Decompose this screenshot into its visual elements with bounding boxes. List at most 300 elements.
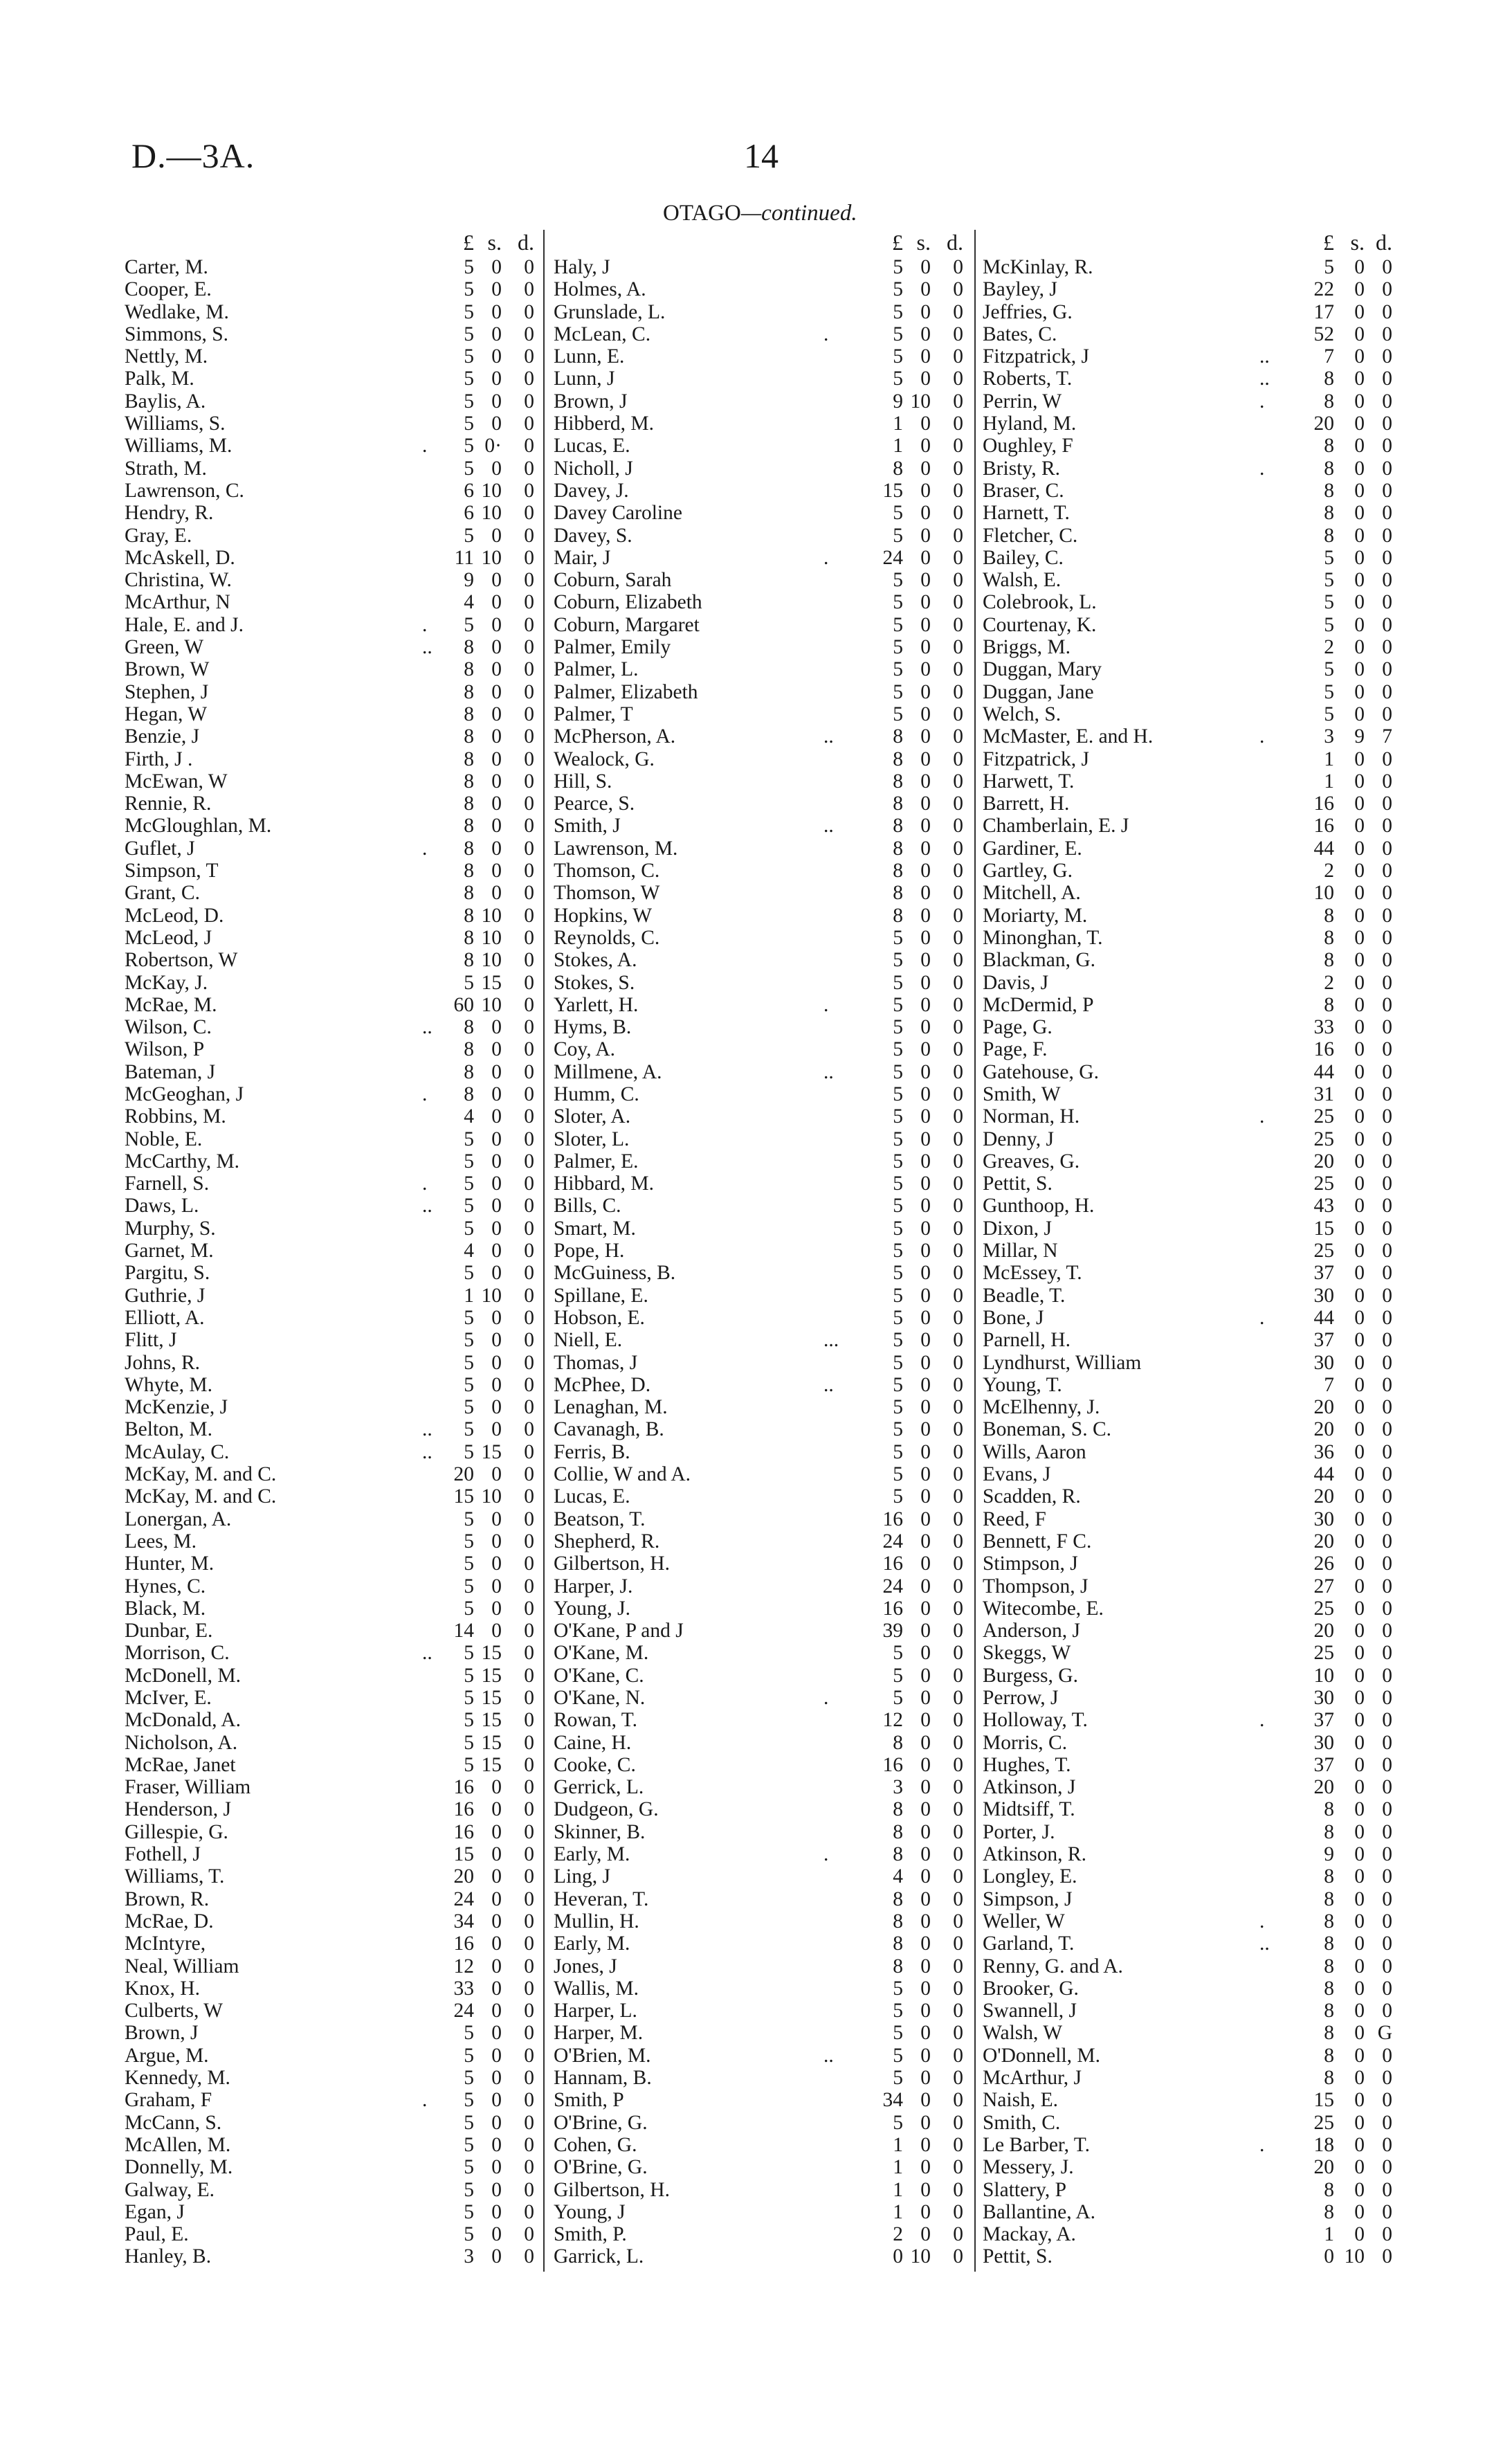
subscriber-name: O'Kane, N. xyxy=(554,1687,646,1709)
list-item xyxy=(983,1665,1398,1687)
pence-value: 0 xyxy=(524,323,534,345)
list-item xyxy=(125,1665,540,1687)
list-item xyxy=(125,1508,540,1530)
shillings-value: 0 xyxy=(491,1105,502,1128)
shillings-value: 0 xyxy=(491,1508,502,1530)
subscriber-name: Perrin, W xyxy=(983,390,1062,413)
pounds-value: 5 xyxy=(1324,546,1334,569)
pence-value: 0 xyxy=(524,815,534,838)
list-item xyxy=(983,1865,1398,1888)
pence-value: 0 xyxy=(953,1642,963,1665)
pounds-value: 25 xyxy=(1313,1105,1334,1128)
shillings-value: 0 xyxy=(920,546,931,569)
list-item xyxy=(554,1061,969,1083)
shillings-value: 0 xyxy=(491,1217,502,1240)
shillings-value: 0 xyxy=(920,1396,931,1419)
leader-dots: . xyxy=(1259,1105,1265,1128)
subscriber-name: Midtsiff, T. xyxy=(983,1798,1075,1821)
shillings-value: 0 xyxy=(920,2089,931,2112)
pence-value: 0 xyxy=(1382,2044,1392,2067)
pounds-value: 1 xyxy=(1324,748,1334,770)
subscriber-name: Brown, J xyxy=(125,2022,199,2045)
subscriber-name: Nicholl, J xyxy=(554,457,633,480)
pence-value: 0 xyxy=(524,1016,534,1039)
list-item xyxy=(125,390,540,413)
pence-value: 0 xyxy=(1382,1508,1392,1530)
list-item xyxy=(125,1038,540,1060)
subscriber-name: Lawrenson, M. xyxy=(554,837,678,860)
shillings-value: 0 xyxy=(920,413,931,435)
pounds-value: 5 xyxy=(464,1128,474,1150)
subscriber-name: Greaves, G. xyxy=(983,1150,1080,1173)
subscriber-name: Bayley, J xyxy=(983,278,1057,301)
list-item xyxy=(554,1418,969,1440)
list-item xyxy=(125,1240,540,1262)
pounds-value: 8 xyxy=(1324,1888,1334,1910)
pounds-value: 16 xyxy=(882,1553,903,1575)
pounds-value: 44 xyxy=(1313,837,1334,860)
list-item xyxy=(125,748,540,770)
subscriber-name: Garnet, M. xyxy=(125,1240,214,1262)
shillings-value: 0 xyxy=(920,703,931,725)
shillings-value: 0 xyxy=(920,1932,931,1955)
list-item xyxy=(554,1597,969,1620)
pence-value: 0 xyxy=(524,993,534,1016)
pence-value: 0 xyxy=(524,479,534,502)
subscriber-name: Thomson, C. xyxy=(554,860,660,882)
pounds-value: 20 xyxy=(1313,1776,1334,1799)
shillings-value: 0 xyxy=(1354,1798,1365,1821)
shillings-value: 0 xyxy=(1354,1888,1365,1910)
list-item xyxy=(554,1821,969,1843)
pounds-value: 24 xyxy=(453,2000,474,2022)
subscriber-name: McCann, S. xyxy=(125,2111,222,2134)
pounds-value: 20 xyxy=(1313,1620,1334,1642)
list-item xyxy=(125,2179,540,2201)
subscriber-name: Ling, J xyxy=(554,1865,610,1888)
shillings-value: 0 xyxy=(491,2200,502,2223)
subscriber-name: O'Donnell, M. xyxy=(983,2044,1101,2067)
pounds-value: 5 xyxy=(893,1687,903,1709)
list-item xyxy=(125,1150,540,1173)
list-item xyxy=(125,2022,540,2044)
shillings-value: 0 xyxy=(491,1418,502,1441)
subscriber-name: Harnett, T. xyxy=(983,502,1070,525)
shillings-value: 0 xyxy=(1354,1463,1365,1486)
subscriber-name: Evans, J xyxy=(983,1463,1051,1486)
list-item xyxy=(554,458,969,480)
shillings-value: 0 xyxy=(920,1753,931,1776)
subscriber-name: Morrison, C. xyxy=(125,1642,230,1665)
pounds-value: 8 xyxy=(464,815,474,838)
pounds-value: 1 xyxy=(1324,770,1334,793)
subscriber-name: Noble, E. xyxy=(125,1128,203,1150)
pounds-value: 31 xyxy=(1313,1083,1334,1105)
subscriber-name: Davey, J. xyxy=(554,479,629,502)
shillings-value: 0 xyxy=(491,2111,502,2134)
shillings-value: 0 xyxy=(920,1776,931,1799)
list-item xyxy=(983,569,1398,591)
leader-dots: . xyxy=(422,1173,428,1195)
pence-value: 0 xyxy=(524,613,534,636)
subscriber-name: Gardiner, E. xyxy=(983,837,1082,860)
pence-value: 0 xyxy=(953,1351,963,1374)
pounds-value: 8 xyxy=(1324,1932,1334,1955)
subscriber-name: Harper, L. xyxy=(554,2000,637,2022)
shillings-value: 0 xyxy=(491,413,502,435)
pence-value: 0 xyxy=(1382,2245,1392,2268)
column-2 xyxy=(554,230,969,2268)
list-item xyxy=(983,2245,1398,2268)
pounds-value: 8 xyxy=(1324,524,1334,547)
list-item xyxy=(125,1642,540,1664)
shillings-value: 0 xyxy=(920,2133,931,2156)
subscriber-name: Longley, E. xyxy=(983,1865,1077,1888)
shillings-value: 0 xyxy=(1354,1373,1365,1396)
list-item xyxy=(983,2179,1398,2201)
subscriber-name: Henderson, J xyxy=(125,1798,232,1821)
list-item xyxy=(554,1240,969,1262)
pence-value: 0 xyxy=(953,725,963,748)
pounds-value: 5 xyxy=(893,2022,903,2045)
pence-value: 0 xyxy=(524,1910,534,1932)
shillings-value: 0 xyxy=(1354,1575,1365,1597)
pounds-value: 5 xyxy=(893,680,903,703)
pence-value: 0 xyxy=(1382,2000,1392,2022)
shillings-value: 10 xyxy=(481,1284,502,1307)
list-item xyxy=(554,1665,969,1687)
pence-value: 0 xyxy=(953,546,963,569)
shillings-value: 0 xyxy=(920,725,931,748)
subscriber-name: Young, J. xyxy=(554,1597,630,1620)
list-item xyxy=(983,323,1398,345)
list-item xyxy=(983,1173,1398,1195)
section-continued: —continued. xyxy=(740,201,857,226)
shillings-value: 0 xyxy=(1354,1642,1365,1665)
list-item xyxy=(983,345,1398,368)
shillings-value: 0 xyxy=(1354,1217,1365,1240)
pounds-value: 8 xyxy=(464,1016,474,1039)
list-item xyxy=(554,301,969,323)
list-item xyxy=(125,1553,540,1575)
pence-value: 0 xyxy=(1382,2178,1392,2201)
leader-dots: . xyxy=(823,1843,829,1866)
pounds-value: 5 xyxy=(893,1485,903,1508)
subscriber-name: Hyms, B. xyxy=(554,1016,632,1039)
list-item xyxy=(125,2089,540,2111)
pence-value: 0 xyxy=(524,390,534,413)
leader-dots: .. xyxy=(422,1418,432,1441)
subscriber-name: Welch, S. xyxy=(983,703,1062,725)
pence-value: 0 xyxy=(1382,926,1392,949)
list-item xyxy=(554,1374,969,1396)
pence-value: 0 xyxy=(1382,1888,1392,1910)
shillings-value: 0 xyxy=(920,1955,931,1977)
pounds-value: 12 xyxy=(882,1709,903,1732)
pence-value: 0 xyxy=(953,368,963,390)
shillings-value: 0 xyxy=(491,882,502,905)
leader-dots: .. xyxy=(422,1440,432,1463)
pence-value: 0 xyxy=(953,971,963,994)
shillings-value: 0 xyxy=(920,793,931,815)
subscriber-name: Coy, A. xyxy=(554,1038,616,1061)
pounds-value: 43 xyxy=(1313,1195,1334,1218)
pence-value: 0 xyxy=(524,1195,534,1218)
list-item xyxy=(554,815,969,837)
pence-value: 0 xyxy=(524,1530,534,1553)
list-item xyxy=(554,278,969,300)
subscriber-name: Brooker, G. xyxy=(983,1977,1079,2000)
pence-value: 0 xyxy=(1382,2156,1392,2179)
pence-value: 0 xyxy=(1382,1083,1392,1105)
pence-value: 0 xyxy=(953,2111,963,2134)
list-item xyxy=(554,2067,969,2089)
pounds-value: 2 xyxy=(893,2223,903,2246)
list-item xyxy=(554,1776,969,1798)
subscriber-name: McRae, Janet xyxy=(125,1753,236,1776)
shillings-value: 0 xyxy=(1354,770,1365,793)
shillings-value: 0 xyxy=(1354,1329,1365,1352)
list-item xyxy=(125,1932,540,1955)
list-item xyxy=(983,547,1398,569)
list-item xyxy=(554,2179,969,2201)
pounds-value: 16 xyxy=(1313,815,1334,838)
pounds-value: 5 xyxy=(893,256,903,278)
pounds-value: 5 xyxy=(893,1128,903,1150)
pounds-value: 5 xyxy=(464,2133,474,2156)
subscriber-name: Gray, E. xyxy=(125,524,192,547)
subscriber-name: Palmer, Emily xyxy=(554,636,671,659)
subscriber-name: Porter, J. xyxy=(983,1820,1055,1843)
list-item xyxy=(125,323,540,345)
pounds-value: 5 xyxy=(464,435,474,458)
list-item xyxy=(125,1597,540,1620)
subscriber-name: Paul, E. xyxy=(125,2223,189,2246)
pounds-value: 5 xyxy=(893,1173,903,1195)
pence-value: 0 xyxy=(1382,882,1392,905)
shillings-value: 0 xyxy=(920,1217,931,1240)
list-item xyxy=(983,905,1398,927)
list-item xyxy=(125,1396,540,1418)
pence-value: 0 xyxy=(953,2089,963,2112)
pence-value: 0 xyxy=(953,457,963,480)
pounds-value: 5 xyxy=(464,1664,474,1687)
subscriber-name: Page, G. xyxy=(983,1016,1053,1039)
list-item xyxy=(554,1575,969,1597)
list-item xyxy=(983,2156,1398,2178)
list-item xyxy=(554,368,969,390)
list-item xyxy=(983,1843,1398,1865)
subscriber-name: Lucas, E. xyxy=(554,1485,630,1508)
pounds-value: 5 xyxy=(893,949,903,972)
pence-value: 0 xyxy=(1382,1418,1392,1441)
list-item xyxy=(554,1150,969,1173)
leader-dots: ... xyxy=(823,1329,839,1352)
pence-value: 0 xyxy=(1382,658,1392,681)
subscriber-name: Swannell, J xyxy=(983,2000,1077,2022)
shillings-value: 0 xyxy=(1354,1709,1365,1732)
shillings-value: 0 xyxy=(920,1820,931,1843)
pounds-value: 5 xyxy=(464,413,474,435)
subscriber-name: Coburn, Elizabeth xyxy=(554,591,702,614)
subscriber-name: McIver, E. xyxy=(125,1687,212,1709)
shillings-value: 0 xyxy=(920,882,931,905)
pence-value: 7 xyxy=(1382,725,1392,748)
list-item xyxy=(554,1038,969,1060)
pounds-value: 5 xyxy=(1324,703,1334,725)
subscriber-name: McKay, J. xyxy=(125,971,208,994)
subscriber-name: McPhee, D. xyxy=(554,1373,651,1396)
shillings-value: 0 xyxy=(1354,2022,1365,2045)
pounds-value: 7 xyxy=(1324,345,1334,368)
pence-value: 0 xyxy=(1382,1553,1392,1575)
list-item xyxy=(983,681,1398,703)
pounds-value: 5 xyxy=(893,1217,903,1240)
pence-value: 0 xyxy=(1382,748,1392,770)
pounds-value: 30 xyxy=(1313,1687,1334,1709)
list-item xyxy=(125,1173,540,1195)
shillings-value: 0 xyxy=(1354,1128,1365,1150)
pounds-value: 8 xyxy=(893,1843,903,1866)
shillings-value: 0 xyxy=(1354,1306,1365,1329)
subscriber-name: Cooper, E. xyxy=(125,278,212,301)
header-shillings: s. xyxy=(916,230,931,255)
subscriber-name: McLean, C. xyxy=(554,323,651,345)
subscriber-name: Minonghan, T. xyxy=(983,926,1103,949)
shillings-value: 0 xyxy=(1354,1485,1365,1508)
pence-value: 0 xyxy=(953,1865,963,1888)
list-item xyxy=(983,1463,1398,1485)
pence-value: 0 xyxy=(953,323,963,345)
page-number: 14 xyxy=(744,136,778,175)
list-item xyxy=(125,1083,540,1105)
subscriber-name: Young, J xyxy=(554,2200,626,2223)
shillings-value: 0 xyxy=(920,1642,931,1665)
leader-dots: .. xyxy=(823,2044,834,2067)
subscriber-name: McMaster, E. and H. xyxy=(983,725,1154,748)
subscriber-name: McKenzie, J xyxy=(125,1396,228,1419)
list-item xyxy=(983,1553,1398,1575)
pounds-value: 8 xyxy=(1324,2022,1334,2045)
pounds-value: 5 xyxy=(893,1105,903,1128)
header-pounds: £ xyxy=(463,230,474,255)
list-item xyxy=(554,972,969,994)
subscriber-name: Cooke, C. xyxy=(554,1753,636,1776)
list-item xyxy=(983,2134,1398,2156)
list-item xyxy=(125,838,540,860)
leader-dots: .. xyxy=(1259,368,1270,390)
shillings-value: 0 xyxy=(491,1888,502,1910)
subscriber-name: Flitt, J xyxy=(125,1329,177,1352)
subscriber-name: Skeggs, W xyxy=(983,1642,1071,1665)
list-item xyxy=(983,256,1398,278)
pence-value: 0 xyxy=(1382,1709,1392,1732)
pounds-value: 5 xyxy=(893,278,903,301)
shillings-value: 0 xyxy=(920,300,931,323)
pounds-value: 9 xyxy=(1324,1843,1334,1866)
pounds-value: 26 xyxy=(1313,1553,1334,1575)
list-item xyxy=(554,1352,969,1374)
shillings-value: 0 xyxy=(491,524,502,547)
pence-value: 0 xyxy=(524,1642,534,1665)
pence-value: 0 xyxy=(524,546,534,569)
subscriber-name: Perrow, J xyxy=(983,1687,1059,1709)
shillings-value: 0 xyxy=(491,1843,502,1866)
pounds-value: 5 xyxy=(1324,613,1334,636)
shillings-value: 0 xyxy=(920,993,931,1016)
list-item xyxy=(125,681,540,703)
pounds-value: 16 xyxy=(453,1776,474,1799)
pounds-value: 25 xyxy=(1313,1128,1334,1150)
pence-value: 0 xyxy=(1382,636,1392,659)
shillings-value: 0 xyxy=(920,479,931,502)
subscriber-name: Johns, R. xyxy=(125,1351,201,1374)
subscriber-name: Thomas, J xyxy=(554,1351,638,1374)
list-item xyxy=(983,1262,1398,1284)
shillings-value: 0 xyxy=(1354,1687,1365,1709)
pounds-value: 8 xyxy=(464,882,474,905)
pounds-value: 8 xyxy=(1324,1865,1334,1888)
pence-value: 0 xyxy=(1382,1262,1392,1285)
subscriber-name: Shepherd, R. xyxy=(554,1530,660,1553)
shillings-value: 0 xyxy=(1354,1776,1365,1799)
shillings-value: 0 xyxy=(1354,502,1365,525)
list-item xyxy=(125,1463,540,1485)
list-item xyxy=(554,1888,969,1910)
list-item xyxy=(983,927,1398,949)
pence-value: 0 xyxy=(524,904,534,927)
header-pence: d. xyxy=(518,230,534,255)
pence-value: 0 xyxy=(953,2200,963,2223)
shillings-value: 0 xyxy=(1354,860,1365,882)
pence-value: 0 xyxy=(524,971,534,994)
list-item xyxy=(983,301,1398,323)
pounds-value: 20 xyxy=(1313,2156,1334,2179)
shillings-value: 0 xyxy=(1354,1955,1365,1977)
shillings-value: 0 xyxy=(920,1463,931,1486)
pence-value: 0 xyxy=(524,524,534,547)
pounds-value: 8 xyxy=(893,1731,903,1754)
subscriber-name: Sloter, L. xyxy=(554,1128,630,1150)
list-item xyxy=(554,2045,969,2067)
pounds-value: 5 xyxy=(464,2022,474,2045)
subscriber-name: Firth, J . xyxy=(125,748,193,770)
list-item xyxy=(554,614,969,636)
shillings-value: 0 xyxy=(920,1038,931,1061)
pounds-value: 5 xyxy=(464,2200,474,2223)
shillings-value: 0 xyxy=(1354,368,1365,390)
shillings-value: 0 xyxy=(920,345,931,368)
subscriber-name: Stimpson, J xyxy=(983,1553,1078,1575)
subscriber-name: Rennie, R. xyxy=(125,793,212,815)
leader-dots: . xyxy=(1259,2133,1265,2156)
subscriber-name: McRae, D. xyxy=(125,1910,214,1932)
pence-value: 0 xyxy=(953,1217,963,1240)
list-item xyxy=(983,480,1398,502)
shillings-value: 0 xyxy=(491,2089,502,2112)
list-item xyxy=(125,2134,540,2156)
subscriber-name: Pargitu, S. xyxy=(125,1262,210,1285)
list-item xyxy=(125,2112,540,2134)
pence-value: 0 xyxy=(524,413,534,435)
pence-value: 0 xyxy=(1382,1440,1392,1463)
subscriber-name: McDonell, M. xyxy=(125,1664,241,1687)
pence-value: 0 xyxy=(953,1038,963,1061)
shillings-value: 0 xyxy=(491,725,502,748)
pounds-value: 20 xyxy=(1313,1485,1334,1508)
pounds-value: 5 xyxy=(464,1351,474,1374)
subscriber-name: Ferris, B. xyxy=(554,1440,630,1463)
